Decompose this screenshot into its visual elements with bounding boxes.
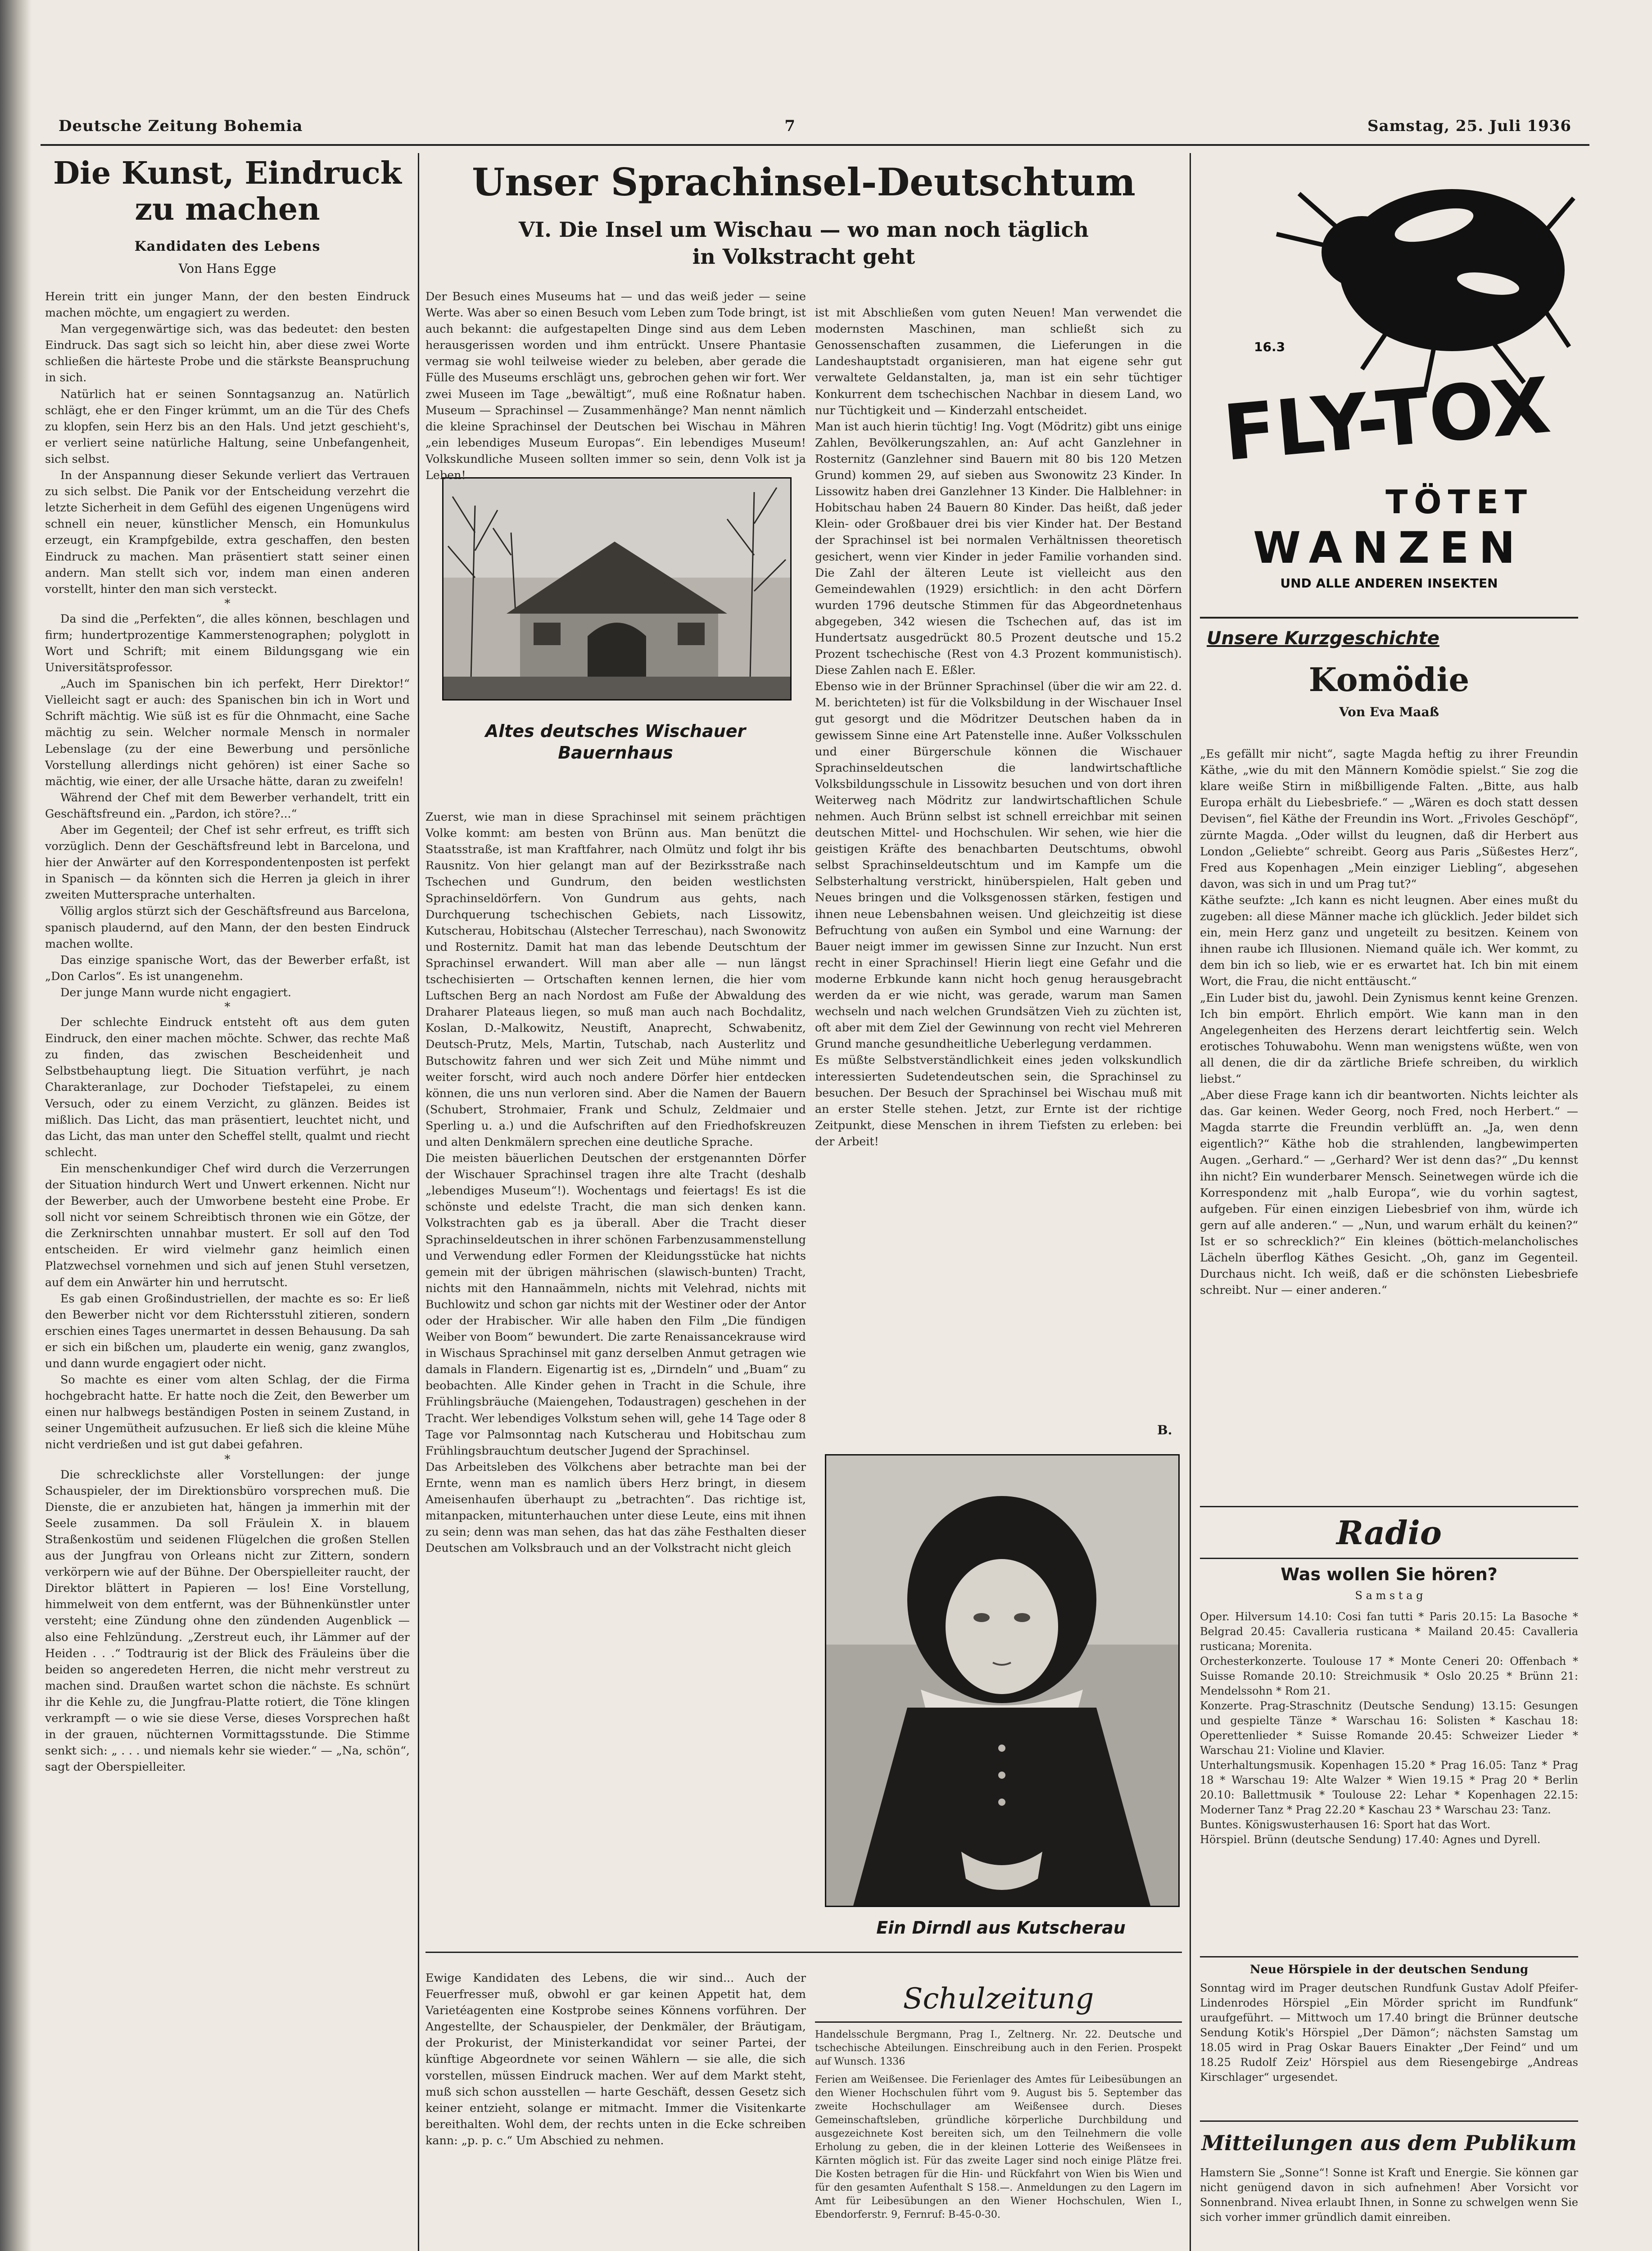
section-rule [425,1952,1182,1953]
article1-paragraph: Der schlechte Eindruck entsteht oft aus dem guten Eindruck, den einer machen möchte. Schwer, das rechte Maß zu finden, das zwischen Bescheidenheit und Selbstbehauptung liegt. Die Situation verführt, je nach Charakteranlage, zur Dochoder Tiefstapelei, zu einem Versuch, oder zu einem Verzicht, zu glänzen. Beides ist mißlich. Das Licht, das man präsentiert, leuchtet nicht, und das Licht, das man unter den Scheffel stellt, qualmt und riecht schlecht. [45,1015,410,1159]
radio-entry: Konzerte. Prag-Straschnitz (Deutsche Sendung) 13.15: Gesungen und gespielte Tänze * Warschau 16: Solisten * Kaschau 18: Operettenlieder * Suisse Romande 20.45: Schweizer Lieder * Warschau 21: Violine und Klavier. [1200,1700,1578,1757]
bottom-middle-text [425,1970,806,2251]
section-star: * [224,1452,231,1466]
radio-header: Radio [1336,1514,1442,1552]
flytox-bug-label: 16.3 [1254,339,1285,354]
article1-paragraph: Völlig arglos stürzt sich der Geschäftsfreund aus Barcelona, spanisch plaudernd, auf den Mann, der den besten Eindruck machen wollte. [45,904,410,950]
schulzeitung-items [815,2028,1182,2251]
ad-rule [1200,617,1578,619]
section-rule [1200,1956,1578,1957]
article1-paragraph: Aber im Gegenteil; der Chef ist sehr erfreut, es trifft sich vorzüglich. Denn der Geschäftsfreund lebt in Barcelona, und hier der Anwärter auf den Korrespondentenposten ist perfekt in Spanisch — da könnten sich die Herren ja gleich in ihrer zweiten Muttersprache unterhalten. [45,823,410,902]
radio-date-line: S a m s t a g [1355,1589,1423,1602]
article2-subtitle-line2: in Volkstracht geht [692,244,915,269]
article1-continuation: Ewige Kandidaten des Lebens, die wir sind... Auch der Feuerfresser muß, obwohl er gar keinen Appetit hat, dem Varietéagenten eine Kostprobe seines Könnens vorführen. Der Angestellte, der Schauspieler, der Denkmäler, der Bräutigam, der Prokurist, der Ministerkandidat vor seiner Partei, der künftige Abgeordnete vor seinen Wählern — sie alle, die sich vorstellen, müssen Eindruck machen. Wer auf dem Markt steht, muß sich schon ausstellen — harte Geschäft, dessen Gesetz sich keiner entzieht, solange er mitmacht. Immer die Visitenkarte bereithalten. Wohl dem, der rechts unten in die Ecke schreiben kann: „p. p. c.“ Um Abschied zu nehmen. [425,1971,806,2147]
dirndl-illustration [826,1455,1178,1906]
article1-paragraph: In der Anspannung dieser Sekunde verliert das Vertrauen zu sich selbst. Die Panik vor der Entscheidung verzehrt die letzte Sicherheit in dem Gefühl des eigenen Ungenügens wird schnell ein neuer, künstlicher Mensch, ein Homunkulus erzeugt, ein Krampfgebilde, extra geschaffen, den besten Eindruck zu machen. Man präsentiert statt seiner einen andern. Man stellt sich vor, indem man einen anderen vorstellt, hinter den man sich versteckt. [45,468,410,596]
article1-paragraph: „Auch im Spanischen bin ich perfekt, Herr Direktor!“ Vielleicht sagt er auch: des Spanischen bin ich in Wort und Schrift mächtig. Wie süß ist es für die Ohnmacht, eine Sache mächtig zu sein. Welcher normale Mensch in normaler Lebenslage (zu der eine Bewerbung und persönliche Vorstellung allerdings nicht gehören) ist einer Sache so mächtig, wie einer, der alle Ursache hätte, daran zu zweifeln! [45,677,410,788]
kurzgeschichte-header: Unsere Kurzgeschichte [1207,628,1439,649]
article2-paragraph: ist mit Abschließen vom guten Neuen! Man verwendet die modernsten Maschinen, man schließt sich zu Genossenschaften zusammen, die Lieferungen in die Landeshauptstadt organisieren, man hat eigene sehr gut verwaltete Geldanstalten, ja, man ist ein sehr tüchtiger Konkurrent dem tschechischen Nachbar in diesem Land, wo nur Tüchtigkeit und — Kinderzahl entscheidet. Man ist auch hierin tüchtig! Ing. Vogt (Mödritz) gibt uns einige Zahlen, Bevölkerungszahlen, an: Auf acht Ganzlehner in Rosternitz (Ganzlehner sind Bauern mit 80 bis 120 Metzen Grund) kommen 29, auf sieben aus Swonowitz 23 Kinder. In Lissowitz haben drei Ganzlehner 13 Kinder. Die Halblehner: in Hobitschau haben 24 Bauern 80 Kinder. Das heißt, daß jeder Klein- oder Großbauer drei bis vier Kinder hat. Der Bestand der Sprachinsel ist bei normalen Verhältnissen theoretisch gesichert, wenn vier Kinder in jeder Familie vorhanden sind. Die Zahl der älteren Leute ist vielleicht aus den Gemeindewahlen (1929) ersichtlich: in den acht Dörfern wurden 1796 deutsche Stimmen für das Abgeordnetenhaus abgegeben, 342 wiesen die Tschechen auf, das ist im Hundertsatz ausgedrückt 80.5 Prozent deutsche und 15.2 Prozent tschechische (Rest von 4.3 Prozent kommunistisch). Diese Zahlen nach E. Eßler. Ebenso wie in der Brünner Sprachinsel (über die wir am 22. d. M. berichteten) ist für die Volksbildung in der Wischauer Insel gut gesorgt und die Mödritzer Deutschen haben da in gewissem Sinne eine Art Patenstelle inne. Außer Volksschulen und einer Bürgerschule können die Wischauer Sprachinseldeutschen die landwirtschaftliche Volksbildungsschule in Lissowitz besuchen und von dort ihren Weiterweg nach Mödritz zur landwirtschaftlichen Schule nehmen. Auch Brünn selbst ist schnell erreichbar mit seinen deutschen Mittel- und Hochschulen. Wir sehen, wie hier die geistigen Kräfte des benachbarten Deutschtums, obwohl selbst Sprachinseldeutschtum und im Kampfe um die Selbsterhaltung verstrickt, hinüberspielen, Halt geben und Neues bringen und die Volksgenossen stärken, festigen und ihnen neue Lebensbahnen weisen. Und gleichzeitig ist diese Befruchtung von außen ein Symbol und eine Warnung: der Bauer neigt immer im gewissen Sinne zur Inzucht. Nun erst recht in einer Sprachinsel! Hierin liegt eine Gefahr und die moderne Erbkunde kann nicht hoch genug herausgebracht werden da er wie nicht, was gerade, warum man Samen wechseln und nach welchen Grundsätzen Vieh zu züchten ist, oft aber mit dem Ziel der Gewinnung von recht viel Mehreren Grund manche gesundheitliche Ueberlegung verdammen. Es müßte Selbstverständlichkeit eines jeden volkskundlich interessierten Sudetendeutschen sein, die Sprachinsel zu besuchen. Der Besuch der Sprachinsel bei Wischau muß mit an erster Stelle stehen. Jetzt, zur Ernte ist der richtige Zeitpunkt, diese Menschen in ihrem Tiefsten zu erleben: bei der Arbeit! [815,306,1182,1148]
article1-title-line1: Die Kunst, Eindruck [53,155,402,191]
article1-subtitle: Kandidaten des Lebens [134,239,321,254]
article1-paragraph: Das einzige spanische Wort, das der Bewerber erfaßt, ist „Don Carlos“. Es ist unangenehm. [45,953,410,983]
kurzgeschichte-text: „Es gefällt mir nicht“, sagte Magda heftig zu ihrer Freundin Käthe, „wie du mit den Männern Komödie spielst.“ Sie zog die klare weiße Stirn in mißbilligende Falten. „Bitte, aus halb Europa erhält du Liebesbriefe.“ — „Wären es doch statt dessen Devisen“, fiel Käthe der Freundin ins Wort. „Frivoles Geschöpf“, zürnte Magda. „Oder willst du leugnen, daß dir Herbert aus London „Geliebte“ schreibt. Georg aus Paris „Süßestes Herz“, Fred aus Kopenhagen „Mein einziger Liebling“, abgesehen davon, was sich in und um Prag tut?“ Käthe seufzte: „Ich kann es nicht leugnen. Aber eines mußt du zugeben: all diese Männer mache ich glücklich. Jeder bildet sich ein, mein Herz ganz und ungeteilt zu besitzen. Keinem von ihnen raube ich Illusionen. Niemand quäle ich. Wer kommt, zu dem bin ich so lieb, wie er es erwartet hat. Ich bin mit einem Wort, die Frau, die nicht enttäuscht.“ „Ein Luder bist du, jawohl. Dein Zynismus kennt keine Grenzen. Ich bin empört. Ehrlich empört. Wie kann man in den Angelegenheiten des Herzens derart leichtfertig sein. Welch erotisches Tohuwabohu. Wenn man wenigstens wüßte, wen von all denen, die dir da zärtliche Briefe schreiben, du wirklich liebst.“ „Aber diese Frage kann ich dir beantworten. Nichts leichter als das. Gar keinen. Weder Georg, noch Fred, noch Herbert.“ — Magda starrte die Freundin verblüfft an. „Ja, wen denn eigentlich?“ Käthe hob die strahlenden, langbewimperten Augen. „Gerhard.“ — „Gerhard? Wer ist denn das?“ „Du kennst ihn nicht? Ein wunderbarer Mensch. Seinetwegen würde ich die Korrespondenz mit „halb Europa“, wie du vorhin sagtest, aufgeben. Für einen einzigen Liebesbrief von ihm, würde ich gern auf alle anderen.“ — „Nun, und warum erhält du keinen?“ Ist er so schrecklich?“ Ein kleines (böttich-melancholisches Lächeln überflog Käthes Gesicht. „Oh, ganz im Gegenteil. Durchaus nicht. Ich weiß, daß er die schönsten Liebesbriefe schreibt. Nur — einer anderen.“ [1200,747,1578,1297]
kurzgeschichte-body [1200,729,1578,1499]
article2-col-b-body [815,288,1182,1432]
article1-body [45,288,410,2251]
article1-paragraph: Natürlich hat er seinen Sonntagsanzug an. Natürlich schlägt, ehe er den Finger krümmt, um an die Tür des Chefs zu klopfen, sein Herz bis an den Hals. Und jetzt geschieht's, er verliert seine natürliche Haltung, seine Unbefangenheit, sich selbst. [45,387,410,466]
scan-shadow [0,0,32,2251]
article1-paragraph: Der junge Mann wurde nicht engagiert. [60,985,291,999]
masthead-paper-name: Deutsche Zeitung Bohemia [59,117,303,135]
article1-paragraph: Während der Chef mit dem Bewerber verhandelt, tritt ein Geschäftsfreund ein. „Pardon, ich störe?...“ [45,790,410,820]
masthead [59,113,1571,140]
radio-rule [1200,1558,1578,1559]
kurzgeschichte-byline: Von Eva Maaß [1339,705,1439,719]
section-star: * [224,597,231,610]
caption-line: Altes deutsches Wischauer [485,721,746,741]
article2-title: Unser Sprachinsel-Deutschtum [472,160,1136,204]
mitteilungen-header: Mitteilungen aus dem Publikum [1201,2131,1577,2155]
photo-dirndl-caption: Ein Dirndl aus Kutscherau [876,1918,1126,1938]
radio-entries [1200,1609,1578,1943]
flytox-line1: TÖTET [1385,483,1533,521]
schulzeitung-title: Schulzeitung [903,1982,1094,2016]
caption-line: Bauernhaus [558,743,673,763]
article1-title-line2: zu machen [135,191,320,227]
article1-paragraph: So machte es einer vom alten Schlag, der die Firma hochgebracht hatte. Er hatte noch die Zeit, den Bewerber um einen nur halbwegs beständigen Posten in seinem Zustand, in seiner Ungemütheit aufzusuchen. Er ließ sich die kleine Mühe nicht verdrießen und ist gut dabei gefahren. [45,1373,410,1451]
farmhouse-illustration [444,479,790,699]
radio-entry: Hörspiel. Brünn (deutsche Sendung) 17.40: Agnes und Dyrell. [1200,1833,1541,1846]
article1-byline: Von Hans Egge [178,261,276,276]
schulzeitung-rule [815,2021,1182,2023]
flytox-ad-graphic [1200,158,1578,612]
article1-title [45,155,410,227]
article2-paragraph: Zuerst, wie man in diese Sprachinsel mit seinem prächtigen Volke kommt: am besten von Brünn aus. Man benützt die Staatsstraße, ist man Kraftfahrer, nach Olmütz und folgt ihr bis Rausnitz. Von hier gelangt man auf der Bezirksstraße nach Tschechen und Gundrum, den beiden westlichsten Sprachinseldörfern. Von Gundrum aus gehts, nach Durchquerung tschechischen Gebiets, nach Lissowitz, Kutscherau, Hobitschau (Alstecher Terreschau), nach Swonowitz und Rosternitz. Damit hat man das lebende Deutschtum der Sprachinsel erwandert. Will man aber alle — nun längst tschechisierten — Ortschaften kennen lernen, die hier vom Luftschen Berg an nach Nordost am Fuße der Abwaldung des Draharer Plateaus liegen, so muß man auch nach Bochdalitz, Koslan, D.-Malkowitz, Neustift, Anaprecht, Schwabenitz, Deutsch-Prutz, Mels, Martin, Tutschab, nach Austerlitz und Butschowitz fahren und wer sich Zeit und Mühe nimmt und weiter forscht, wird auch noch andere Dörfer hier entdecken können, die uns nun verloren sind. Aber die Namen der Bauern (Schubert, Strohmaier, Frank und Schulz, Zeldmaier und Sperling u. a.) und die Aufschriften auf den Friedhofskreuzen und alten Denkmälern sprechen eine deutliche Sprache. Die meisten bäuerlichen Deutschen der erstgenannten Dörfer der Wischauer Sprachinsel tragen ihre alte Tracht (deshalb „lebendiges Museum“!). Wochentags und feiertags! Es ist die schönste und edelste Tracht, die man sich denken kann. Volkstrachten gab es ja überall. Aber die Tracht dieser Sprachinseldeutschen in ihrer schönen Farbenzusammenstellung und Verwendung edler Formen der Kleidungsstücke hat nichts gemein mit der übrigen mährischen (slawisch-bunten) Tracht, nichts mit den Hannaämmeln, nichts mit Velehrad, nichts mit Buchlowitz und schon gar nichts mit der Westiner oder der Antor oder der Hrabischer. Wir alle haben den Film „Die fündigen Weiber von Boom“ bewundert. Die zarte Renaissancekrause wird in Wischaus Sprachinsel mit ganz derselben Anmut getragen wie damals in Flandern. Eigenartig ist es, „Dirndeln“ und „Buam“ zu beobachten. Alle Kinder gehen in Tracht in die Schule, ihre Frühlingsbräuche (Maiengehen, Todaustragen) geschehen in der Tracht. Wer lebendiges Volkstum sehen will, gehe 14 Tage oder 8 Tage vor Palmsonntag nach Kutscherau und Hobitschau zum Frühlingsbrauchtum deutscher Jugend der Sprachinsel. Das Arbeitsleben des Völkchens aber betrachte man bei der Ernte, wenn man es namlich übers Herz bringt, in diesem Ameisenhaufen überhaupt zu „betrachten“. Das richtige ist, mitanpacken, mitunterhauchen unter diese Leute, eins mit ihnen zu sein; denn was man sehen, das hat das zähe Festhalten dieser Deutschen am Volksbrauch und an der Volkstracht nicht gleich [425,810,806,1555]
section-rule [1200,1506,1578,1507]
photo-farmhouse [442,477,792,701]
flytox-line2: WANZEN [1253,523,1525,573]
article1-paragraph: Es gab einen Großindustriellen, der machte es so: Er ließ den Bewerber nicht vor dem Richtersstuhl zitieren, sondern erschien eines Tages unermartet in dessen Behausung. Da sah er sich ein bißchen um, plauderte ein wenig, ganz zwanglos, und dann wurde engagiert oder nicht. [45,1291,410,1370]
masthead-page-number: 7 [784,117,796,135]
flytox-brand: FLY-TOX [1220,361,1554,479]
radio-neue-text: Sonntag wird im Prager deutschen Rundfunk Gustav Adolf Pfeifer-Lindenrodes Hörspiel „Ein Mörder spricht im Rundfunk“ uraufgeführt. — Mittwoch um 17.40 bringt die Brünner deutsche Sendung Kotik's Hörspiel „Der Dämon“; nächsten Samstag um 18.05 wird in Prag Oskar Bauers Einakter „Der Feind“ und um 18.25 Rudolf Zeiz' Hörspiel aus dem Riesengebirge „Andreas Kirschlager“ urgesendet. [1200,1982,1578,2084]
radio-entry: Oper. Hilversum 14.10: Cosi fan tutti * Paris 20.15: La Basoche * Belgrad 20.45: Cavalleria rusticana * Mailand 20.45: Cavalleria rusticana; Morenita. [1200,1610,1578,1653]
article1-paragraph: Die schrecklichste aller Vorstellungen: der junge Schauspieler, der im Direktionsbüro vorsprechen muß. Die Dienste, die er anzubieten hat, hängen ja immerhin mit der Seele zusammen. Da soll Fräulein X. in blauem Straßenkostüm und seidenen Flügelchen die großen Stellen aus der Jungfrau von Orleans nicht zur Zittern, sondern verkörpern wie auf der Bühne. Der Oberspielleiter raucht, der Direktor blättert in Papieren — los! Eine Vorstellung, himmelweit von dem entfernt, was der Bühnenkünstler unter versteht; eine Zündung ohne den zündenden Augenblick — also eine Fehlzündung. „Zerstreut euch, ihr Lämmer auf der Heiden . . .“ Todtraurig ist der Blick des Fräuleins über die beiden so angeredeten Herren, die nicht mehr verstreut zu machen sind. Draußen wartet schon die nächste. Es schnürt ihr die Kehle zu, die Jungfrau-Platte rotiert, die Töne klingen verkrampft — o wie sie diese Verse, dieses Vorsprechen haßt in der grauen, nüchternen Vormittagsstunde. Die Stimme senkt sich: „ . . . und niemals kehr sie wieder.“ — „Na, schön“, sagt der Oberspielleiter. [45,1467,410,1774]
article1-paragraph: Da sind die „Perfekten“, die alles können, beschlagen und firm; hundertprozentige Kammerstenographen; polyglott in Wort und Schrift; mit einem Bildungsgang wie ein Universitätsprofessor. [45,611,410,674]
masthead-date: Samstag, 25. Juli 1936 [1367,117,1571,135]
article2-subtitle [425,216,1182,270]
radio-entry: Buntes. Königswusterhausen 16: Sport hat das Wort. [1200,1818,1491,1831]
article1-paragraph: Ein menschenkundiger Chef wird durch die Verzerrungen der Situation hindurch Wert und Unwert erkennen. Nicht nur der Bewerber, auch der Umworbene besteht eine Probe. Er soll nicht vor seinem Schreibtisch thronen wie ein Götze, der die Zerknirschten unnahbar mustert. Er soll auf den Tod entscheiden. Er wird vielmehr ganz heimlich einen Platzwechsel vornehmen und sich auf jenen Stuhl versetzen, auf dem ein Anwärter hin und herrutscht. [45,1161,410,1289]
kurzgeschichte-title: Komödie [1308,660,1470,699]
article2-col-a-body [425,792,806,1945]
section-rule [1200,2120,1578,2122]
masthead-rule [41,144,1589,146]
photo-farmhouse-caption [442,720,789,764]
column-divider [1190,153,1191,2251]
article1-paragraph: Herein tritt ein junger Mann, der den besten Eindruck machen möchte, um engagiert zu werden. [45,289,410,320]
article2-paragraph: Der Besuch eines Museums hat — und das weiß jeder — seine Werte. Was aber so einen Besuch vom Leben zum Tode bringt, ist auch bekannt: die aufgestapelten Dinge sind aus dem Leben herausgerissen worden und ihm entrückt. Unsere Phantasie vermag sie wohl teilweise wieder zu beleben, aber gerade die Fülle des Museums erschlägt uns, gebrochen gehen wir fort. Wer zwei Museen im Tage „bewältigt“, muß eine Roßnatur haben. Museum — Sprachinsel — Zusammenhänge? Man nennt nämlich die kleine Sprachinsel der Deutschen bei Wischau in Mähren „ein lebendiges Museum Europas“. Ein lebendiges Museum! Volkskundliche Museen sollten immer so sein, denn Volk ist ja Leben! [425,289,806,482]
radio-entry: Unterhaltungsmusik. Kopenhagen 15.20 * Prag 16.05: Tanz * Prag 18 * Warschau 19: Alte Walzer * Wien 19.15 * Prag 20 * Berlin 20.10: Ballettmusik * Toulouse 22: Lehar * Kopenhagen 22.15: Moderner Tanz * Prag 22.20 * Kaschau 23 * Warschau 23: Tanz. [1200,1759,1578,1816]
article1-paragraph: Man vergegenwärtige sich, was das bedeutet: den besten Eindruck. Das sagt sich so leicht hin, aber diese zwei Worte schließen die härteste Probe und die stärkste Beanspruchung in sich. [45,322,410,384]
radio-subheader: Was wollen Sie hören? [1281,1564,1498,1584]
schulzeitung-item: Handelsschule Bergmann, Prag I., Zeltnerg. Nr. 22. Deutsche und tschechische Abteilungen. Einschreibung auch in den Ferien. Prospekt auf Wunsch. 1336 [815,2029,1182,2067]
flytox-line3: UND ALLE ANDEREN INSEKTEN [1280,576,1498,591]
radio-entry: Orchesterkonzerte. Toulouse 17 * Monte Ceneri 20: Offenbach * Suisse Romande 20.10: Streichmusik * Oslo 20.25 * Brünn 21: Mendelssohn * Rom 21. [1200,1655,1578,1697]
mitteilungen-text: Hamstern Sie „Sonne“! Sonne ist Kraft und Energie. Sie können gar nicht genügend davon in sich aufnehmen! Aber Vorsicht vor Sonnenbrand. Nivea erlaubt Ihnen, in Sonne zu schwelgen wenn Sie sich vorher immer gründlich damit einreiben. [1200,2166,1578,2224]
flytox-ad [1200,158,1578,612]
photo-dirndl [825,1454,1180,1907]
article2-col-a-intro [425,288,806,482]
section-star: * [224,1000,231,1014]
column-divider [418,153,419,2251]
schulzeitung-item: Ferien am Weißensee. Die Ferienlager des Amtes für Leibesübungen an den Wiener Hochschulen führt vom 9. August bis 5. September das zweite Hochschullager am Weißensee durch. Dieses Gemeinschaftsleben, gründliche körperliche Durchbildung und ausgezeichnete Kost bereiten sich, um den Teilnehmern die volle Erholung zu geben, die in der kleinen Lotterie des Weißensees in Kärnten möglich ist. Für das zweite Lager sind noch einige Plätze frei. Die Kosten betragen für die Hin- und Rückfahrt von Wien bis Wien und für den gesamten Aufenthalt S 158.—. Anmeldungen zu den Lagern im Amt für Leibesübungen an den Wiener Hochschulen, Wien I., Ebendorferstr. 9, Fernruf: B-45-0-30. [815,2074,1182,2220]
article2-signature: B. [1157,1423,1172,1437]
radio-neue-head: Neue Hörspiele in der deutschen Sendung [1249,1963,1529,1976]
article2-subtitle-line1: VI. Die Insel um Wischau — wo man noch täglich [518,217,1089,242]
